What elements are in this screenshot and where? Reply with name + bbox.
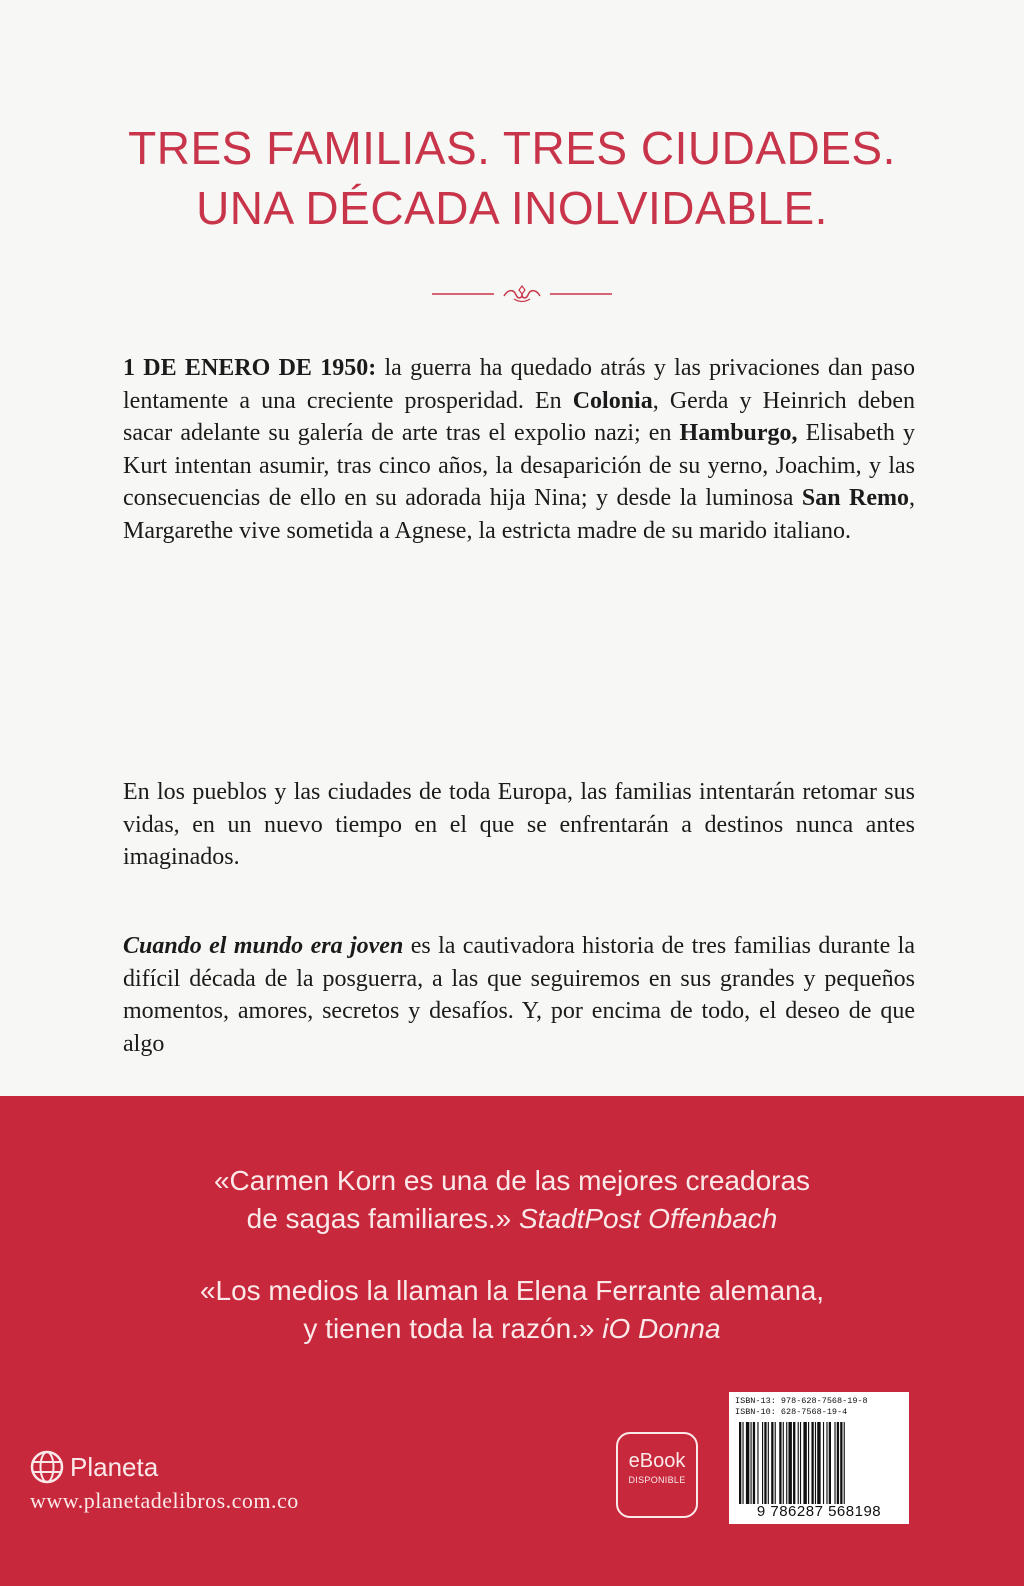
- synopsis-paragraph-2: En los pueblos y las ciudades de toda Europa, las familias intentarán retomar sus vidas, en un nuevo tiempo en el que se enfrentarán a destinos nunca antes imaginados.: [123, 779, 915, 870]
- barcode-bar: [786, 1422, 787, 1504]
- barcode-bar: [753, 1422, 755, 1504]
- isbn-13: ISBN-13: 978-628-7568-19-8: [735, 1396, 868, 1406]
- city-san-remo: San Remo: [801, 485, 909, 511]
- barcode-bar: [823, 1422, 824, 1504]
- ornament-divider: [432, 283, 612, 305]
- text-run: , Gerda y Heinrich deben sacar adelante su galería de arte tras el expolio nazi; en: [123, 387, 915, 446]
- barcode-bar: [775, 1422, 776, 1504]
- barcode-bar: [815, 1422, 816, 1504]
- barcode-bar: [742, 1422, 743, 1504]
- ebook-badge: [616, 1432, 698, 1518]
- headline-line-2: UNA DÉCADA INOLVIDABLE.: [196, 182, 828, 234]
- quote-line: [0, 1310, 1024, 1348]
- quote-source: iO Donna: [602, 1313, 721, 1344]
- publisher-url: www.planetadelibros.com.co: [30, 1488, 299, 1513]
- city-hamburgo: Hamburgo,: [679, 420, 798, 446]
- quote-source: StadtPost Offenbach: [518, 1203, 778, 1234]
- barcode-bar: [808, 1422, 809, 1504]
- barcode-bar: [803, 1422, 806, 1504]
- quote-line: «Los medios la llaman la Elena Ferrante alemana,: [199, 1275, 825, 1306]
- barcode-bar: [793, 1422, 795, 1504]
- synopsis-paragraph-1: [123, 352, 915, 547]
- barcode-bar: [826, 1422, 827, 1504]
- review-quote-1: [0, 1162, 1024, 1238]
- synopsis-paragraph-3: [123, 930, 915, 1060]
- barcode-bar: [788, 1422, 791, 1504]
- barcode-number: 9 786287 568198: [756, 1503, 882, 1520]
- barcode-bar: [757, 1422, 758, 1504]
- barcode-bar: [762, 1422, 763, 1504]
- publisher-name: Planeta: [70, 1451, 159, 1482]
- globe-icon: [30, 1450, 64, 1484]
- text-run: , Margarethe vive sometida a Agnese, la estricta madre de su marido italiano.: [123, 485, 915, 544]
- barcode-bar: [739, 1422, 741, 1504]
- barcode-bar: [811, 1422, 813, 1504]
- barcode-bar: [798, 1422, 799, 1504]
- text-run: Elisabeth y Kurt intentan asumir, tras cinco años, la desaparición de su yerno, Joachim, y las consecuencias de ello en su adorada hija Nina; y desde la luminosa: [123, 420, 915, 511]
- headline-line-1: TRES FAMILIAS. TRES CIUDADES.: [128, 122, 896, 174]
- city-colonia: Colonia: [572, 387, 653, 414]
- barcode-bar: [746, 1422, 749, 1504]
- quote-line: [0, 1200, 1024, 1238]
- barcode-box: [729, 1392, 909, 1524]
- headline: [0, 118, 1024, 238]
- barcode-bar: [840, 1422, 842, 1504]
- text-run: es la cautivadora historia de tres familias durante la difícil década de la posguerra, a las que seguiremos en sus grandes y pequeños momentos, amores, secretos y desafíos. Y, por encima de todo, el deseo de que algo: [123, 933, 916, 1057]
- quote-text: y tienen toda la razón.»: [303, 1313, 603, 1344]
- quote-text: de sagas familiares.»: [246, 1203, 519, 1234]
- publisher-logo: [30, 1450, 158, 1484]
- date-label: 1 DE ENERO DE 1950:: [123, 355, 377, 381]
- ebook-title: eBook: [628, 1450, 686, 1472]
- barcode-bar: [817, 1422, 820, 1504]
- isbn-10: ISBN-10: 628-7568-19-4: [735, 1407, 848, 1417]
- book-title: Cuando el mundo era joven: [123, 933, 404, 959]
- barcode-bar: [783, 1422, 784, 1504]
- barcode-bar: [829, 1422, 831, 1504]
- barcode-bar: [800, 1422, 801, 1504]
- quote-line: «Carmen Korn es una de las mejores creadoras: [213, 1165, 811, 1196]
- barcode-bar: [837, 1422, 839, 1504]
- barcode-bar: [768, 1422, 769, 1504]
- review-quote-2: [0, 1272, 1024, 1348]
- barcode-bar: [844, 1422, 845, 1504]
- barcode-bar: [764, 1422, 766, 1504]
- ebook-subtitle: DISPONIBLE: [628, 1475, 686, 1485]
- barcode-bars: [735, 1422, 903, 1504]
- text-run: la guerra ha quedado atrás y las privaciones dan paso lentamente a una creciente prosperidad. En: [123, 355, 915, 414]
- barcode-bar: [771, 1422, 773, 1504]
- barcode-bar: [834, 1422, 835, 1504]
- barcode-bar: [751, 1422, 752, 1504]
- barcode-bar: [779, 1422, 781, 1504]
